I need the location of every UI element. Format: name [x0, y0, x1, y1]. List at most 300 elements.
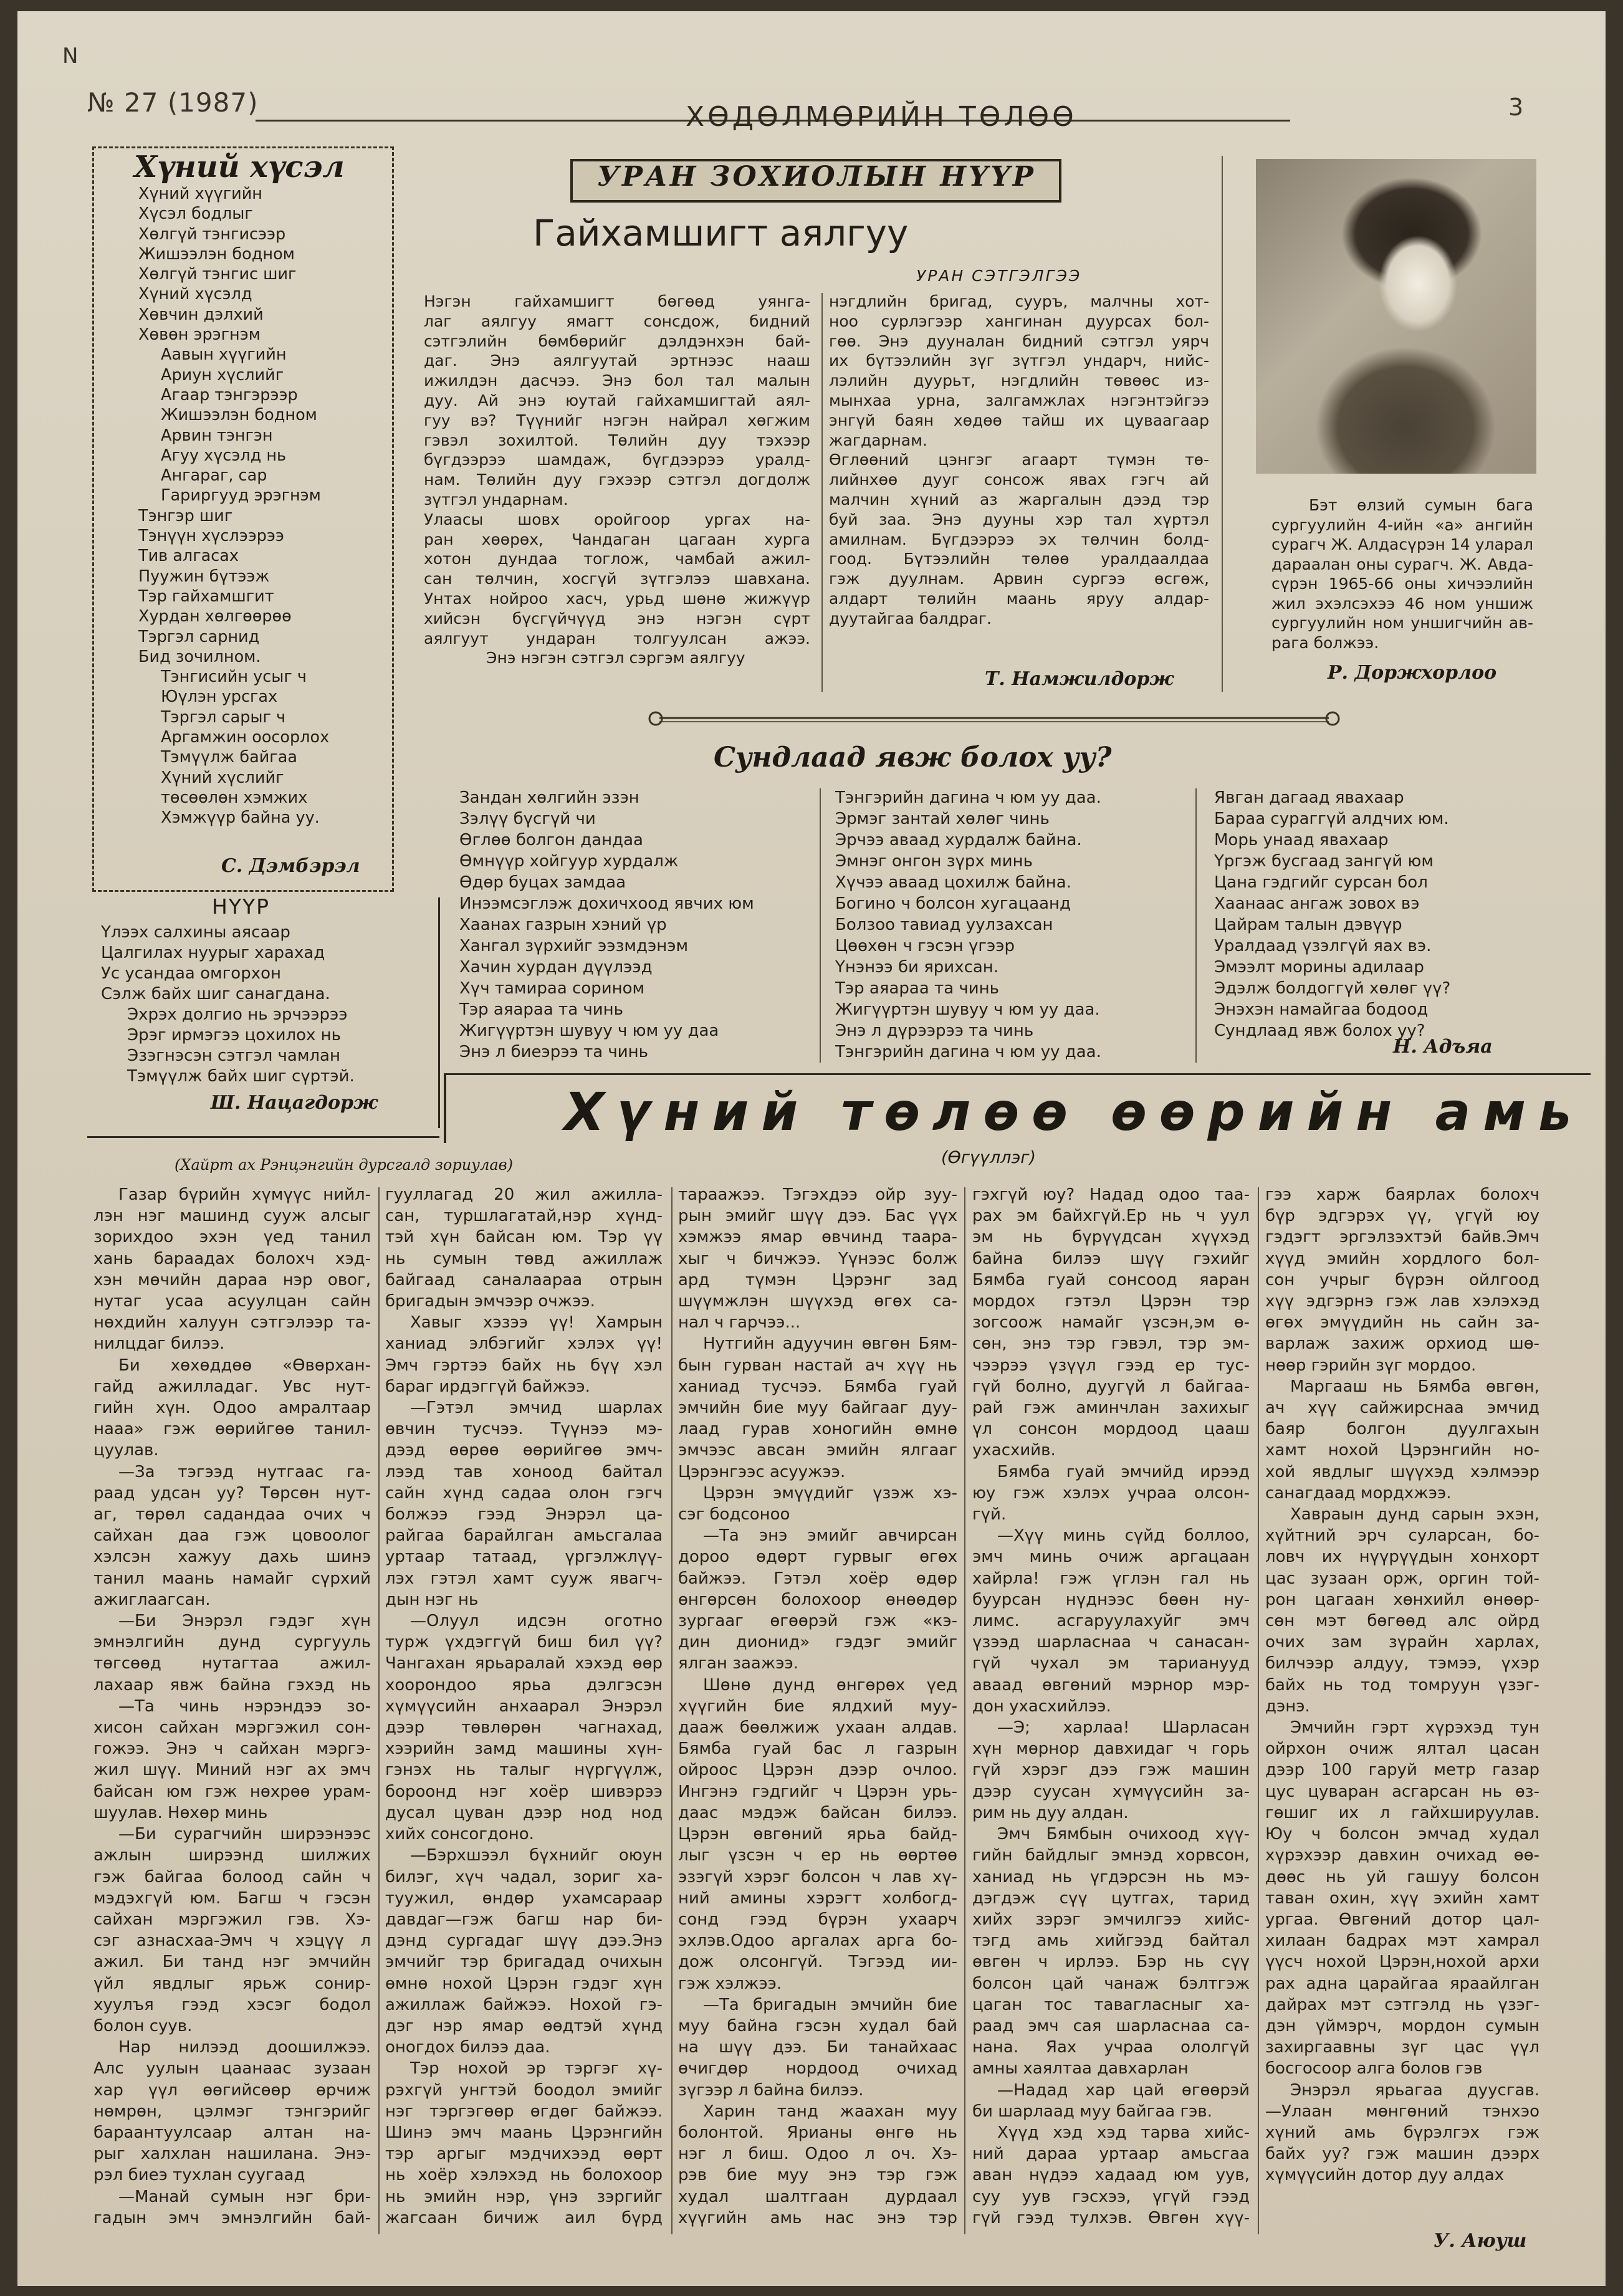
- text-line: чээрээ үзүүл гээд ер тус-: [972, 1356, 1250, 1375]
- text-line: туужил, өндөр ухамсараар: [385, 1888, 663, 1908]
- text-line: гууллагад 20 жил ажилла-: [385, 1185, 663, 1204]
- caption-line: сурагч Ж. Алдасүрэн 14 уларал: [1271, 535, 1533, 553]
- poem-title-ride: Сундлаад явж болох уу?: [714, 742, 1112, 773]
- text-line: ханиад тусчээ. Бямба гуай: [678, 1377, 957, 1396]
- text-line: эзэгүй хэрэг болсон ч лав хү-: [678, 1867, 957, 1887]
- text-line: гэж хэлжээ.: [678, 1974, 782, 1993]
- text-line: байгаад саналаараа отрын: [385, 1270, 663, 1289]
- text-line: Шинэ эмч маань Цэрэнгийн: [385, 2123, 663, 2142]
- poem-lines-face: [101, 922, 400, 1087]
- text-line: болсон цай чанаж бэлтгэж: [972, 1974, 1250, 1993]
- poem-line: Эхрэх долгио нь эрчээрээ: [127, 1005, 348, 1024]
- column-rule: [1258, 1187, 1259, 2234]
- text-line: Улаасы шовх оройгоор ургах на-: [424, 510, 810, 529]
- text-line: амилнам. Бүгдээрээ эх төлчин болд-: [829, 530, 1209, 548]
- text-line: Бямба гуай бас л газрын: [678, 1739, 957, 1759]
- poem-line: Цөөхөн ч гэсэн үгээр: [835, 937, 1015, 955]
- text-line: хийх зэрэг эмчилгээ хийс-: [972, 1910, 1250, 1929]
- text-line: ойроос Цэрэн дээр очлоо.: [678, 1761, 957, 1780]
- text-line: хээрийн замд машины хүн-: [385, 1739, 663, 1759]
- text-line: тэй хүн байсан юм. Тэр үү: [385, 1228, 663, 1247]
- text-line: билчээр алдуу, тэмээ, үхэр: [1265, 1654, 1539, 1673]
- text-line: давдаг—гэж багш нар би-: [385, 1910, 663, 1929]
- poem-author-face: Ш. Нацагдорж: [211, 1092, 378, 1114]
- text-line: дин дионид» гэдэг эмийг: [678, 1633, 957, 1652]
- text-line: гэж байгаа болоод сайн ч: [93, 1867, 371, 1887]
- story-author: У. Аюуш: [1434, 2230, 1527, 2252]
- text-line: гэдэгт эргэлзэхтэй байв.Эмч: [1265, 1228, 1539, 1247]
- text-line: ний дараа уртаар амьсгаа: [972, 2145, 1250, 2164]
- text-line: Эмч гэртээ байх нь бүү хэл: [385, 1356, 663, 1375]
- text-line: —Надад хар цай өгөөрэй: [997, 2080, 1250, 2100]
- poem-line: Жишээлэн бодном: [138, 244, 295, 264]
- text-line: тэр аргыг мэдчихээд өөрт: [385, 2145, 663, 2164]
- poem-line: Хаанах газрын хэний үр: [459, 916, 667, 934]
- text-line: өгөх эмүүдийн нь сайн за-: [1265, 1313, 1539, 1332]
- text-line: амны хаялтаа давхарлан: [972, 2059, 1189, 2078]
- text-line: Эмч Бямбын очихоод хүү-: [997, 1825, 1250, 1844]
- text-line: аялгуут ундаран толгуулсан ажээ.: [424, 629, 810, 648]
- poem-line: Тэргэл сарыг ч: [161, 707, 286, 727]
- text-line: зургааг өгөөрэй гэж «кэ-: [678, 1612, 957, 1631]
- text-line: —Манай сумын нэг бри-: [118, 2187, 371, 2206]
- poem-line: Үнэнээ би ярихсан.: [835, 958, 999, 977]
- text-line: сан, туршлагатай,нэр хүнд-: [385, 1207, 663, 1226]
- text-line: болжээ гээд Энэрэл ца-: [385, 1505, 663, 1524]
- poem-line: Тив алгасах: [138, 547, 239, 566]
- text-line: мынхаа урна, залгамжлах нэгэнтэйгээ: [829, 391, 1209, 409]
- column-rule: [964, 1187, 965, 2234]
- text-line: өвгөн ч ирлээ. Бэр нь сүү: [972, 1953, 1250, 1972]
- text-line: болонтой. Ярианы өнгө нь: [678, 2123, 957, 2142]
- text-line: мэдэхгүй юм. Багш ч гэсэн: [93, 1888, 371, 1908]
- text-line: ургаа. Өвгөний дотор цал-: [1265, 1910, 1539, 1929]
- text-line: ажлын ширээнд шилжих: [93, 1846, 371, 1865]
- text-line: Нэгэн гайхамшигт бөгөөд уянга-: [424, 292, 810, 310]
- text-line: гэнэх нь талыг нүргүүлж,: [385, 1761, 663, 1780]
- photo-author: Р. Доржхорлоо: [1328, 662, 1497, 684]
- text-line: танил маань намайг сүрхий: [93, 1569, 371, 1588]
- text-line: хой явдлыг шүүхэд хэлмээр: [1265, 1462, 1539, 1481]
- text-line: дусал цуван дээр нод нод: [385, 1803, 663, 1822]
- photo-caption: [1271, 495, 1533, 653]
- story-column-1: [93, 1184, 371, 2229]
- text-line: Тэр нохой эр тэргэг хү-: [410, 2059, 663, 2078]
- text-line: алдарт төлийн маань яруу алдар-: [829, 589, 1209, 608]
- poem-line: төсөөлөн хэмжих: [161, 788, 308, 807]
- text-line: нь хоёр хэлэхэд нь болохоор: [385, 2166, 663, 2185]
- poem-line: Энэ л дүрээрээ та чинь: [835, 1021, 1034, 1040]
- text-line: рах эм байхгүй.Ер нь ч уул: [972, 1207, 1250, 1226]
- text-line: би шарлаад муу байгаа гэв.: [972, 2102, 1212, 2121]
- text-line: лаг аялгуу ямагт сонсдож, бидний: [424, 312, 810, 330]
- poem-line: Морь унаад явахаар: [1214, 831, 1389, 849]
- text-line: очих зам зүрайн харлах,: [1265, 1633, 1539, 1652]
- story-column-2: [385, 1184, 663, 2229]
- text-line: гийн хүн. Одоо амралтаар: [93, 1399, 371, 1418]
- text-line: ханиад нь үгдэрсэн нь мэ-: [972, 1867, 1250, 1887]
- literary-page-banner: УРАН ЗОХИОЛЫН НҮҮР: [597, 161, 1036, 193]
- poem-line: Инээмсэглэж дохичхоод явчих юм: [459, 894, 754, 913]
- text-line: Эмчийн гэрт хүрэхэд тун: [1290, 1718, 1539, 1738]
- text-line: ний амины хэрэгт холбогд-: [678, 1888, 957, 1908]
- text-line: Цэрэнгээс асуужээ.: [678, 1462, 846, 1481]
- ornamental-divider: [648, 706, 1340, 730]
- text-line: цус цуваран асгарсан нь өз-: [1265, 1782, 1539, 1801]
- text-line: лэлийн дуурьт, нэгдлийн төвөөс из-: [829, 371, 1209, 390]
- poem-line: Эрмэг зантай хөлөг чинь: [835, 810, 1050, 828]
- text-line: нөмрөн, цэлмэг тэнгэрийг: [93, 2102, 371, 2121]
- text-line: өмнө нохой Цэрэн гэдэг хүн: [385, 1974, 663, 1993]
- article-column-2: [829, 292, 1209, 629]
- text-line: ноо сурлэгээр хангинан дуурсах бол-: [829, 312, 1209, 330]
- text-line: на шүү дээ. Би танайхаас: [678, 2038, 957, 2057]
- poem-line: Ус усандаа омгорхон: [101, 964, 282, 983]
- text-line: рон цагаан хөнхийл өнөөр-: [1265, 1590, 1539, 1609]
- text-line: байх нь тод томруун үзэг-: [1265, 1675, 1539, 1695]
- text-line: малчин хүний аз жаргалын дээд тэр: [829, 490, 1209, 509]
- text-line: гуу вэ? Түүнийг нэгэн найрал хөгжим: [424, 411, 810, 429]
- poem-line: Тэмүүлж байгаа: [161, 748, 297, 767]
- poem-ride-column-3: [1214, 787, 1538, 1041]
- text-line: ялган заажээ.: [678, 1654, 799, 1673]
- text-line: —Би Энэрэл гэдэг хүн: [118, 1612, 371, 1631]
- text-line: гөө. Энэ дууналан бидний сэтгэл уярч: [829, 332, 1209, 350]
- text-line: бараантуулсаар алтан на-: [93, 2123, 371, 2142]
- text-line: —Та чинь нэрэндээ зо-: [118, 1696, 371, 1716]
- caption-line: сүрэн 1965-66 оны хичээлийн: [1271, 575, 1533, 593]
- poem-line: Тэргэл сарнид: [138, 627, 260, 646]
- text-line: байсан юм гэж нөхрөө урам-: [93, 1782, 371, 1801]
- text-line: Нутгийн адуучин өвгөн Бям-: [703, 1334, 957, 1354]
- poem-line: Үлээх салхины аясаар: [101, 923, 290, 942]
- text-line: шуулав. Нөхөр минь: [93, 1803, 268, 1822]
- poem-line: Хүний хүүгийн: [138, 184, 262, 203]
- text-line: Юу ч болсон эмчад худал: [1265, 1825, 1539, 1844]
- text-line: уртаар татаад, үргэлжлүү-: [385, 1547, 663, 1567]
- text-line: Хавраын дунд сарын эхэн,: [1290, 1505, 1539, 1524]
- poem-line: Тэмүүлж байх шиг сүртэй.: [127, 1067, 355, 1086]
- text-line: даас мэдэж байсан билээ.: [678, 1803, 957, 1822]
- text-line: бын гурван настай ач хүү нь: [678, 1356, 957, 1375]
- poem-line: Жигүүртэн шувуу ч юм уу даа: [459, 1021, 719, 1040]
- poem-line: Хангал зүрхийг ээзмдэнэм: [459, 937, 689, 955]
- column-rule: [378, 1187, 380, 2234]
- poem-line: Хаанаас ангаж зовох вэ: [1214, 894, 1420, 913]
- text-line: рэхгүй унгтэй боодол эмийг: [385, 2080, 663, 2100]
- text-line: дэн үймэрч, мордон сумын: [1265, 2016, 1539, 2035]
- column-rule: [820, 788, 821, 1063]
- text-line: рыг халхлан нашилана. Энэ-: [93, 2145, 371, 2164]
- text-line: хүний амь бүрэлгэх гэж: [1265, 2123, 1539, 2142]
- text-line: нутаг усаа асуулцан сайн: [93, 1292, 371, 1311]
- poem-line: Хүсэл бодлыг: [138, 204, 253, 224]
- text-line: нөхдийн халуун сэтгэлээр та-: [93, 1313, 371, 1332]
- caption-line: сургуулийн 4-ийн «а» ангийн: [1271, 515, 1533, 534]
- text-line: жил шүү. Миний нэг ах эмч: [93, 1761, 371, 1780]
- poem-line: Ариун хүслийг: [161, 365, 284, 385]
- poem-line: Өмнүүр хойгуур хурдалж: [459, 852, 679, 871]
- text-line: хүү эдгэрнэ гэж лав хэлэхэд: [1265, 1292, 1539, 1311]
- story-genre: (Өгүүллэг): [941, 1148, 1036, 1167]
- text-line: ажиллаж байжээ. Нохой гэ-: [385, 1995, 663, 2014]
- story-dedication: (Хайрт ах Рэнцэнгийн дурсгалд зориулав): [175, 1156, 514, 1174]
- headline-rule-top: [444, 1073, 1591, 1075]
- text-line: үзээд шарласнаа ч санасан-: [972, 1633, 1250, 1652]
- text-line: хүүд эмийн хордлого бол-: [1265, 1249, 1539, 1268]
- text-line: нь сумын төвд ажиллаж: [385, 1249, 663, 1268]
- text-line: Бямба гуай эмчийд ирээд: [997, 1462, 1250, 1481]
- text-line: —Бэрхшээл бүхнийг оюун: [410, 1846, 663, 1865]
- text-line: нэг л биш. Одоо л оч. Хэ-: [678, 2145, 957, 2164]
- text-line: гэхгүй юу? Надад одоо таа-: [972, 1185, 1250, 1204]
- text-line: ран хөөрөх, Чандаган цагаан хурга: [424, 530, 810, 548]
- text-line: жагдарнам.: [829, 431, 927, 449]
- text-line: зогсоож намайг үзсэн,эм ө-: [972, 1313, 1250, 1332]
- poem-line: Тэнүүн хүслээрээ: [138, 527, 284, 546]
- text-line: нь эмийн нэр, үнэ зэргийг: [385, 2187, 663, 2206]
- poem-title-human-wish: Хүний хүсэл: [134, 150, 345, 184]
- story-title: Хүний төлөө өөрийн амь: [564, 1081, 1584, 1142]
- poem-line: Тэр гайхамшгит: [138, 586, 274, 606]
- text-line: дон ухасхийлээ.: [972, 1696, 1111, 1716]
- text-line: гоод. Бүтээлийн төлөө уралдаалдаа: [829, 550, 1209, 568]
- text-line: дэнэ.: [1265, 1696, 1310, 1716]
- poem-line: Эрэг ирмэгээ цохилох нь: [127, 1026, 341, 1045]
- poem-line: Цана гэдгийг сурсан бол: [1214, 873, 1428, 892]
- poem-line: Өдөр буцах замдаа: [459, 873, 626, 892]
- text-line: хайрла! гэж үглэн гал нь: [972, 1569, 1250, 1588]
- text-line: лэх гэтэл хамт сууж явагч-: [385, 1569, 663, 1588]
- text-line: —Э; харлаа! Шарласан: [997, 1718, 1250, 1738]
- text-line: дын нэг нь: [385, 1590, 479, 1609]
- text-line: хийсэн бүсгүйчүүд энэ нэгэн сүрт: [424, 609, 810, 628]
- text-line: байх уу? гэж машин дээрх: [1265, 2145, 1539, 2164]
- text-line: хүүгийн амь нас энэ тэр: [678, 2208, 957, 2227]
- text-line: рэв бие муу энэ тэр гэж: [678, 2166, 957, 2185]
- text-line: хотон дундаа тоглож, чамбай ажил-: [424, 550, 810, 568]
- poem-line: Эмнэг онгон зүрх минь: [835, 852, 1033, 871]
- poem-line: Пуужин бүтээж: [138, 567, 270, 586]
- text-line: —Олуул идсэн оготно: [410, 1612, 663, 1631]
- text-line: рай гэж аминчлан захихыг: [972, 1399, 1250, 1418]
- text-line: —Хүү минь сүйд боллоо,: [997, 1526, 1250, 1546]
- column-rule: [671, 1187, 673, 2234]
- text-line: хоорондоо ярьа дэлгэсэн: [385, 1675, 663, 1695]
- poem-author-human-wish: С. Дэмбэрэл: [221, 855, 360, 877]
- poem-line: Тэнгэрийн дагина ч юм уу даа.: [835, 788, 1101, 807]
- text-line: сайхан даа гэж цовоолог: [93, 1526, 371, 1546]
- text-line: өвчин тусчээ. Түүнээ мэ-: [385, 1420, 663, 1439]
- text-line: лыг үзсэн ч ер нь өөртөө: [678, 1846, 957, 1865]
- text-line: нөөр гэрийн зүг мордоо.: [1265, 1356, 1477, 1375]
- paper-title: ХӨДӨЛМӨРИЙН ТӨЛӨӨ: [686, 101, 1077, 133]
- text-line: лахаар явж байна гэхэд нь: [93, 1675, 371, 1695]
- text-line: гожээ. Энэ ч сайхан мэргэ-: [93, 1739, 371, 1759]
- text-line: жагсаан бичиж аил бүрд: [385, 2208, 663, 2227]
- text-line: Харин танд жаахан муу: [703, 2102, 957, 2121]
- text-line: турж үхдэггүй биш бил үү?: [385, 1633, 663, 1652]
- text-line: хуулъя гээд хэсэг бодол: [93, 1995, 371, 2014]
- text-line: раад эмч сая шарласнаа са-: [972, 2016, 1250, 2035]
- poem-line: Цайрам талын дэвүүр: [1214, 916, 1402, 934]
- text-line: Чангахан ярьаралай хэхэд өөр: [385, 1654, 663, 1673]
- text-line: сөн, энэ тэр гэвэл, тэр эм-: [972, 1334, 1250, 1354]
- text-line: таван охин, хүү эхийн хамт: [1265, 1888, 1539, 1908]
- poem-line: Аргамжин оосорлох: [161, 728, 330, 747]
- poem-line: Тэр аяараа та чинь: [459, 1000, 623, 1019]
- poem-line: Бид зочилном.: [138, 647, 261, 666]
- text-line: гэвэл зохилтой. Төлийн дуу тэхээр: [424, 431, 810, 449]
- poem-author-ride: Н. Адъяа: [1393, 1036, 1493, 1058]
- text-line: билэг, хүч чадал, зориг ха-: [385, 1867, 663, 1887]
- article-kicker: УРАН СЭТГЭЛГЭЭ: [916, 267, 1082, 285]
- poem-line: Энэ л биеэрээ та чинь: [459, 1043, 648, 1061]
- poem-title-face: НҮҮР: [212, 894, 270, 919]
- text-line: лэн нэг машинд сууж алсыг: [93, 1207, 371, 1226]
- text-line: —Улаан мөнгөний тэнхэо: [1265, 2102, 1539, 2121]
- text-line: Хүүд хэд хэд тарва хийс-: [997, 2123, 1250, 2142]
- poem-line: Хүний хүсэлд: [138, 285, 252, 304]
- text-line: дэг нэр ямар өөдтэй хүнд: [385, 2016, 663, 2035]
- poem-line: Хөвөн эрэгнэм: [138, 325, 261, 345]
- text-line: ач хүү сайжирснаа эмчид: [1265, 1399, 1539, 1418]
- poem-line: Агаар тэнгэрээр: [161, 385, 298, 404]
- text-line: их бүтээлийн зүг зүтгэл ундарч, нийс-: [829, 352, 1209, 370]
- text-line: хүмүүсийн анхаарал Энэрэл: [385, 1696, 663, 1716]
- text-line: гийн байдлыг эмнэд хорвсон,: [972, 1846, 1250, 1865]
- text-line: зүгээр л байна билээ.: [678, 2080, 864, 2100]
- text-line: тэгд амь хийгээд байтал: [972, 1931, 1250, 1951]
- text-line: өчигдөр нордоод очихад: [678, 2059, 957, 2078]
- text-line: рим нь дуу алдан.: [972, 1803, 1129, 1822]
- text-line: —Би сурагчийн ширээнээс: [118, 1825, 371, 1844]
- poem-line: Өглөө болгон дандаа: [459, 831, 643, 849]
- text-line: Унтах нойроо хасч, урьд шөнө жижүүр: [424, 589, 810, 608]
- text-line: аваад өвгөний мэрнор мэр-: [972, 1675, 1250, 1695]
- text-line: гайд ажилладаг. Увс нут-: [93, 1377, 371, 1396]
- poem-line: Тэнгэр шиг: [138, 506, 233, 525]
- text-line: Би хөхөддөө «Өвөрхан-: [118, 1356, 371, 1375]
- text-line: раад удсан уу? Төрсөн нут-: [93, 1483, 371, 1503]
- text-line: Ингэнэ гэдгийг ч Цэрэн урь-: [678, 1782, 957, 1801]
- text-line: санагдаад мордхжээ.: [1265, 1483, 1452, 1503]
- column-rule: [821, 293, 823, 692]
- text-line: гадын эмч эмнэлгийн бай-: [93, 2208, 371, 2227]
- text-line: бороонд нэг хоёр шивэрээ: [385, 1782, 663, 1801]
- article-column-1: [424, 292, 810, 668]
- text-line: эмчээс авсан эмийн ялгааг: [678, 1441, 957, 1460]
- poem-line: Энэхэн намайгаа бодоод: [1214, 1000, 1429, 1019]
- text-line: гөшиг их л гайхшируулав.: [1265, 1803, 1539, 1822]
- poem-line: Агуу хүсэлд нь: [161, 446, 287, 465]
- poem-line: Тэнгэрийн дагина ч юм уу даа.: [835, 1043, 1101, 1061]
- poem-line: Хөвчин дэлхий: [138, 305, 264, 324]
- poem-line: Сэлж байх шиг санагдана.: [101, 985, 330, 1003]
- text-line: ажиглаагсан.: [93, 1590, 211, 1609]
- text-line: бүр эдгэрэх үү, үгүй юу: [1265, 1207, 1539, 1226]
- poem-ride-column-2: [835, 787, 1175, 1063]
- poem-line: Юүлэн урсгах: [161, 687, 278, 707]
- text-line: хилаан бадрах мэт хамрал: [1265, 1931, 1539, 1951]
- poem-line: Зэлүү бүсгүй чи: [459, 810, 596, 828]
- text-line: ард түмэн Цэрэнг зад: [678, 1270, 957, 1289]
- text-line: цас зузаан орж, оргин той-: [1265, 1569, 1539, 1588]
- text-line: хүн мөрнор давхидаг ч горь: [972, 1739, 1250, 1759]
- text-line: гүй гээд тулхэв. Өвгөн хүү-: [972, 2208, 1250, 2227]
- poem-line: Явган дагаад явахаар: [1214, 788, 1404, 807]
- text-line: Цэрэн эмүүдийг үзэж хэ-: [703, 1483, 957, 1503]
- text-line: сэтгэлийн бөмбөрийг дэлдэнхэн бай-: [424, 332, 810, 350]
- text-line: нэгдлийн бригад, сууръ, малчны хот-: [829, 292, 1209, 310]
- text-line: эм нь бүрүүдсан хүүхэд: [972, 1228, 1250, 1247]
- text-line: Энэ нэгэн сэтгэл сэргэм аялгуу: [486, 649, 745, 667]
- story-column-3: [678, 1184, 957, 2229]
- poem-line: Уралдаад үзэлгүй яах вэ.: [1214, 937, 1432, 955]
- poem-line: Арвин тэнгэн: [161, 426, 273, 445]
- poem-line: Гариргууд эрэгнэм: [161, 486, 321, 505]
- text-line: юу гэж хэлэх учраа олсон-: [972, 1483, 1250, 1503]
- poem-line: Богино ч болсон хугацаанд: [835, 894, 1071, 913]
- text-line: Энэрэл ярьагаа дуусгав.: [1290, 2080, 1539, 2100]
- text-line: нэг тэргэгөөр өгдөг байжээ.: [385, 2102, 663, 2121]
- text-line: шүүмжлэн шүүхэд өгөх са-: [678, 1292, 957, 1311]
- text-line: буурсан нүднээс бөөн ну-: [972, 1590, 1250, 1609]
- poem-line: Эрчээ аваад хурдалж байна.: [835, 831, 1082, 849]
- text-line: эмнэлгийн дунд сургууль: [93, 1633, 371, 1652]
- poem-line: Үргэж бусгаад зангүй юм: [1214, 852, 1434, 871]
- text-line: хисон сайхан мэргэжил сон-: [93, 1718, 371, 1738]
- text-line: Маргааш нь Бямба өвгөн,: [1290, 1377, 1539, 1396]
- text-line: даг. Энэ аялгуутай эртнээс нааш: [424, 352, 810, 370]
- text-line: хийх сонсогдоно.: [385, 1825, 534, 1844]
- text-line: лаад гурав хоногийн өмнө: [678, 1420, 957, 1439]
- text-line: нааа» гэж өөрийгөө танил-: [93, 1420, 371, 1439]
- corner-mark: N: [62, 44, 79, 69]
- text-line: —За тэгээд нутгаас га-: [118, 1462, 371, 1481]
- text-line: зорихдоо эхэн үед танил: [93, 1228, 371, 1247]
- poem-line: Хэмжүүр байна уу.: [161, 808, 320, 828]
- text-line: дааж бөөлжиж ухаан алдав.: [678, 1718, 957, 1738]
- poem-line: Эзэгнэсэн сэтгэл чамлан: [127, 1046, 340, 1065]
- text-line: Хавыг хэзээ үү! Хамрын: [410, 1313, 663, 1332]
- text-line: Шөнө дунд өнгөрөх үед: [703, 1675, 957, 1695]
- text-line: эмчийг тэр бригадад очихын: [385, 1953, 663, 1972]
- poem-line: Хөлгүй тэнгисээр: [138, 224, 286, 244]
- text-line: баяр болгон дуулгахын: [1265, 1420, 1539, 1439]
- poem-line: Хүний хүслийг: [161, 768, 284, 787]
- text-line: буй заа. Энэ дууны хэр тал хүртэл: [829, 510, 1209, 529]
- text-line: ойрхон очиж ялтал цасан: [1265, 1739, 1539, 1759]
- text-line: дороо өдөрт гурвыг өгөх: [678, 1547, 957, 1567]
- column-rule: [438, 897, 440, 1128]
- poem-line: Цалгилах нуурыг харахад: [101, 944, 325, 962]
- text-line: цуулав.: [93, 1441, 159, 1460]
- poem-ride-column-1: [459, 787, 808, 1063]
- text-line: Алс уулын цаанаас зузаан: [93, 2059, 371, 2078]
- text-line: нана. Яах учраа ололгүй: [972, 2038, 1250, 2057]
- text-line: райгаа барайлган амьсгалаа: [385, 1526, 663, 1546]
- text-line: бригадын эмчээр очжээ.: [385, 1292, 595, 1311]
- column-rule: [1195, 788, 1197, 1063]
- text-line: нилцдаг билээ.: [93, 1334, 225, 1354]
- poem-line: Жигүүртэн шувуу ч юм уу даа.: [835, 1000, 1100, 1019]
- text-line: хүйтний эрч суларсан, бо-: [1265, 1526, 1539, 1546]
- poem-line: Жишээлэн бодном: [161, 406, 317, 425]
- text-line: ловч их нүүрүүдын хонхорт: [1265, 1547, 1539, 1567]
- text-line: варлаж захиж орхиод шө-: [1265, 1334, 1539, 1354]
- poem-line: Хурдан хөлгөөрөө: [138, 607, 292, 626]
